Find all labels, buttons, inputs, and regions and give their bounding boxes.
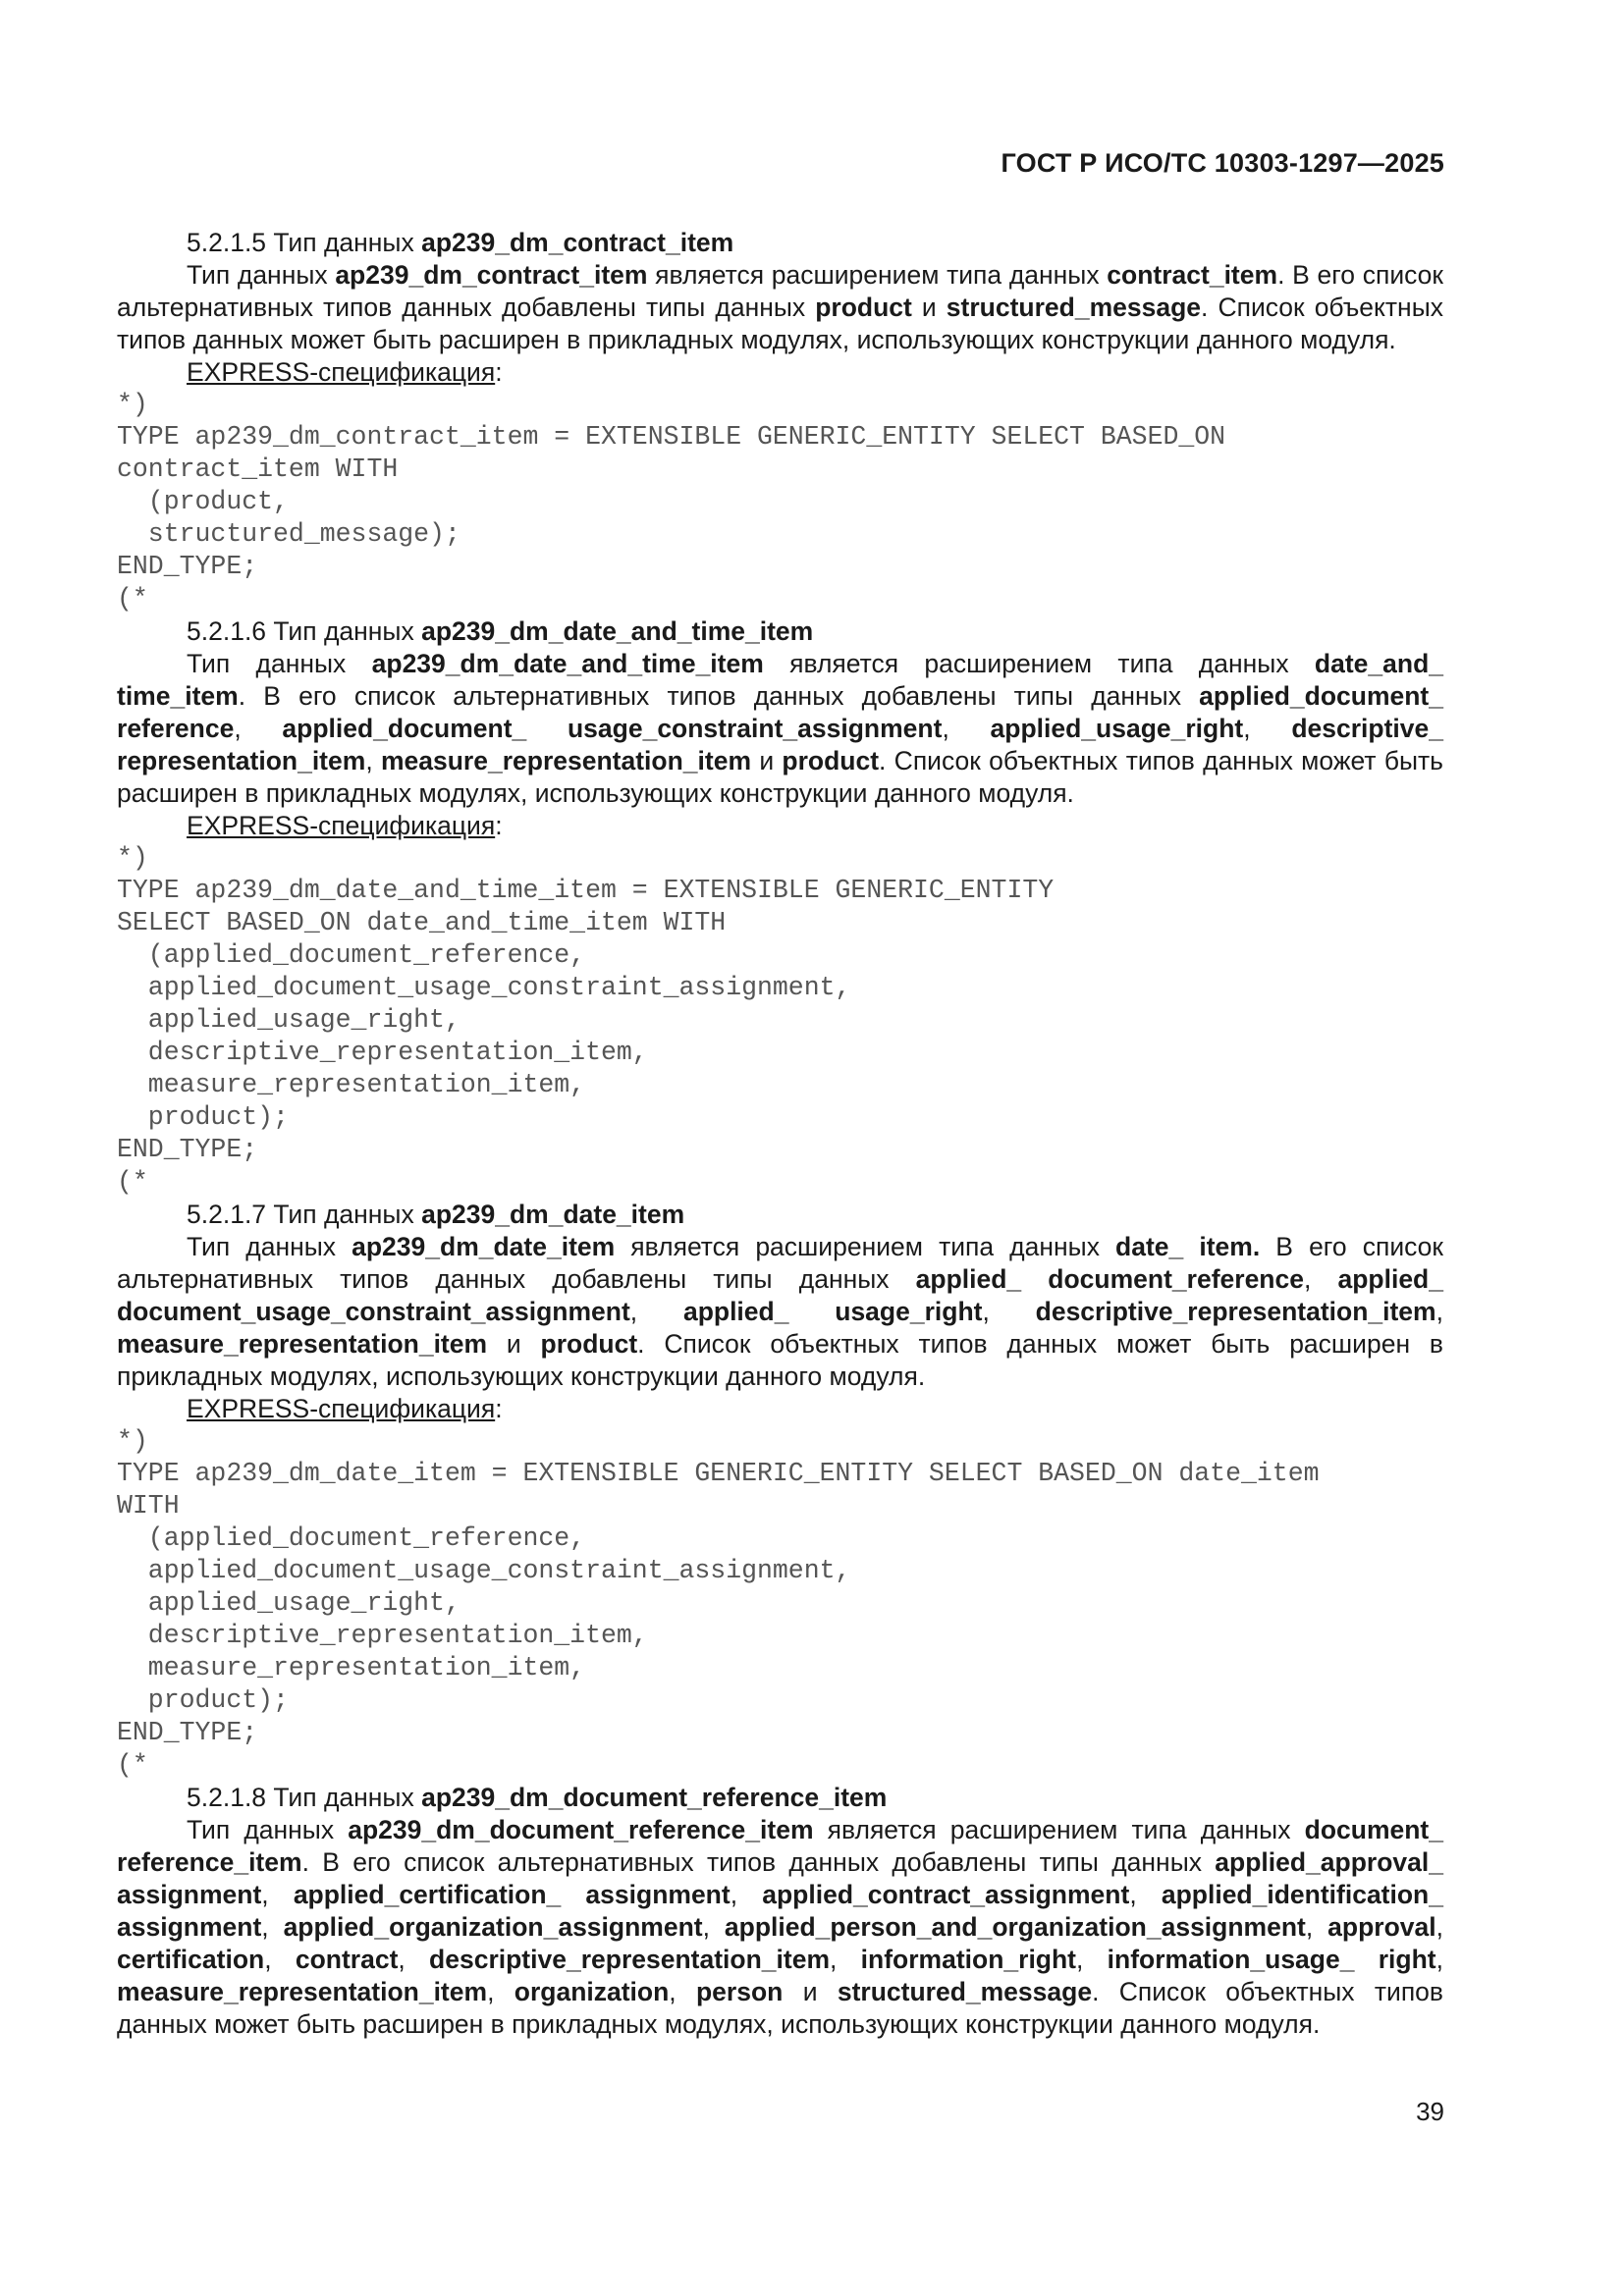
type-name-term: product: [815, 293, 912, 322]
type-name-term: structured_message: [837, 1977, 1093, 2006]
type-name-term: measure_representation_item: [380, 746, 752, 775]
section-heading: [117, 1782, 1443, 1814]
section-heading: [117, 227, 1443, 259]
type-name-term: date_ item.: [1115, 1232, 1261, 1261]
express-spec-label: EXPRESS-спецификация:: [187, 357, 503, 387]
section-paragraph: Тип данных ap239_dm_document_reference_item является расширением типа данных document_ reference_item. В его список альтернативных типов данных добавлены типы данных applied_approval_ assignment, applied_certification_ assignment, applied_contract_assignment, applied_identification_ assignment, applied_organization_assignment, applied_person_and_organization_assignment, approval, certification, contract, descriptive_representation_item, information_right, information_usage_ right, measure_representation_item, organization, person и structured_message. Список объектных типов данных может быть расширен в прикладных модулях, использующих конструкции данного модуля.: [117, 1815, 1443, 2039]
type-name-term: contract_item: [1107, 260, 1278, 290]
type-name-term: applied_organization_assignment: [283, 1912, 703, 1942]
section-paragraph: Тип данных ap239_dm_contract_item является расширением типа данных contract_item. В его список альтернативных типов данных добавлены типы данных product и structured_message. Список объектных типов данных может быть расширен в прикладных модулях, использующих конструкции данного модуля.: [117, 260, 1443, 354]
section-type-name: ap239_dm_contract_item: [421, 228, 734, 257]
type-name-term: applied_person_and_organization_assignment: [724, 1912, 1306, 1942]
type-name-term: descriptive_ representation_item: [117, 714, 1443, 775]
type-name-term: certification: [117, 1945, 265, 1974]
section-paragraph: Тип данных ap239_dm_date_and_time_item является расширением типа данных date_and_ time_item. В его список альтернативных типов данных добавлены типы данных applied_document_ reference, applied_document_ usage_constraint_assignment, applied_usage_right, descriptive_ representation_item, measure_representation_item и product. Список объектных типов данных может быть расширен в прикладных модулях, использующих конструкции данного модуля.: [117, 649, 1443, 808]
section-5-2-1-5: [117, 227, 1443, 615]
type-name-term: descriptive_representation_item: [1035, 1297, 1436, 1326]
type-name-term: product: [540, 1329, 638, 1359]
page-number: 39: [1416, 2097, 1444, 2126]
type-name-term: information_right: [860, 1945, 1077, 1974]
type-name-term: document_ reference_item: [117, 1815, 1443, 1877]
type-name-term: descriptive_representation_item: [429, 1945, 831, 1974]
section-heading: [117, 1199, 1443, 1231]
section-number: 5.2.1.5 Тип данных: [187, 228, 422, 257]
express-spec-label: EXPRESS-спецификация:: [187, 1394, 503, 1423]
type-name-term: organization: [514, 1977, 670, 2006]
type-name-term: applied_ usage_right: [682, 1297, 983, 1326]
type-name-term: ap239_dm_contract_item: [335, 260, 648, 290]
type-name-term: applied_certification_ assignment: [293, 1880, 731, 1909]
section-5-2-1-7: [117, 1199, 1443, 1782]
express-code-block: *) TYPE ap239_dm_date_and_time_item = EXTENSIBLE GENERIC_ENTITY SELECT BASED_ON date_and_time_item WITH (applied_document_reference, applied_document_usage_constraint_assignment, applied_usage_right, descriptive_representation_item, measure_representation_item, product); END_TYPE; (*: [117, 843, 1055, 1197]
type-name-term: applied_identification_ assignment: [117, 1880, 1443, 1942]
type-name-term: measure_representation_item: [117, 1977, 488, 2006]
section-type-name: ap239_dm_document_reference_item: [421, 1783, 888, 1812]
type-name-term: measure_representation_item: [117, 1329, 488, 1359]
type-name-term: ap239_dm_date_item: [352, 1232, 616, 1261]
type-name-term: applied_contract_assignment: [762, 1880, 1130, 1909]
section-5-2-1-6: [117, 615, 1443, 1199]
type-name-term: person: [696, 1977, 784, 2006]
type-name-term: applied_approval_ assignment: [117, 1847, 1443, 1909]
type-name-term: contract: [295, 1945, 399, 1974]
type-name-term: applied_ document_reference: [915, 1264, 1304, 1294]
section-number: 5.2.1.7 Тип данных: [187, 1200, 422, 1229]
section-type-name: ap239_dm_date_and_time_item: [421, 616, 814, 646]
type-name-term: information_usage_ right: [1107, 1945, 1436, 1974]
type-name-term: date_and_ time_item: [117, 649, 1443, 711]
type-name-term: product: [782, 746, 880, 775]
section-number: 5.2.1.8 Тип данных: [187, 1783, 422, 1812]
express-code-block: *) TYPE ap239_dm_date_item = EXTENSIBLE GENERIC_ENTITY SELECT BASED_ON date_item WITH (applied_document_reference, applied_document_usage_constraint_assignment, applied_usage_right, descriptive_representation_item, measure_representation_item, product); END_TYPE; (*: [117, 1426, 1320, 1780]
type-name-term: ap239_dm_date_and_time_item: [371, 649, 764, 678]
section-type-name: ap239_dm_date_item: [421, 1200, 685, 1229]
section-paragraph: Тип данных ap239_dm_date_item является расширением типа данных date_ item. В его список альтернативных типов данных добавлены типы данных applied_ document_reference, applied_ document_usage_constraint_assignment, applied_ usage_right, descriptive_representation_item, measure_representation_item и product. Список объектных типов данных может быть расширен в прикладных модулях, использующих конструкции данного модуля.: [117, 1232, 1443, 1391]
section-5-2-1-8: [117, 1782, 1443, 2041]
express-spec-label: EXPRESS-спецификация:: [187, 811, 503, 840]
type-name-term: structured_message: [946, 293, 1202, 322]
document-content: [117, 227, 1443, 2041]
type-name-term: applied_document_ reference: [117, 681, 1443, 743]
section-number: 5.2.1.6 Тип данных: [187, 616, 422, 646]
type-name-term: applied_usage_right: [990, 714, 1244, 743]
type-name-term: applied_document_ usage_constraint_assignment: [282, 714, 943, 743]
section-heading: [117, 615, 1443, 648]
express-code-block: *) TYPE ap239_dm_contract_item = EXTENSIBLE GENERIC_ENTITY SELECT BASED_ON contract_item WITH (product, structured_message); END_TYPE; (*: [117, 390, 1226, 614]
type-name-term: applied_ document_usage_constraint_assignment: [117, 1264, 1443, 1326]
type-name-term: approval: [1327, 1912, 1436, 1942]
document-header: ГОСТ Р ИСО/ТС 10303-1297—2025: [1001, 148, 1444, 178]
type-name-term: ap239_dm_document_reference_item: [348, 1815, 814, 1844]
